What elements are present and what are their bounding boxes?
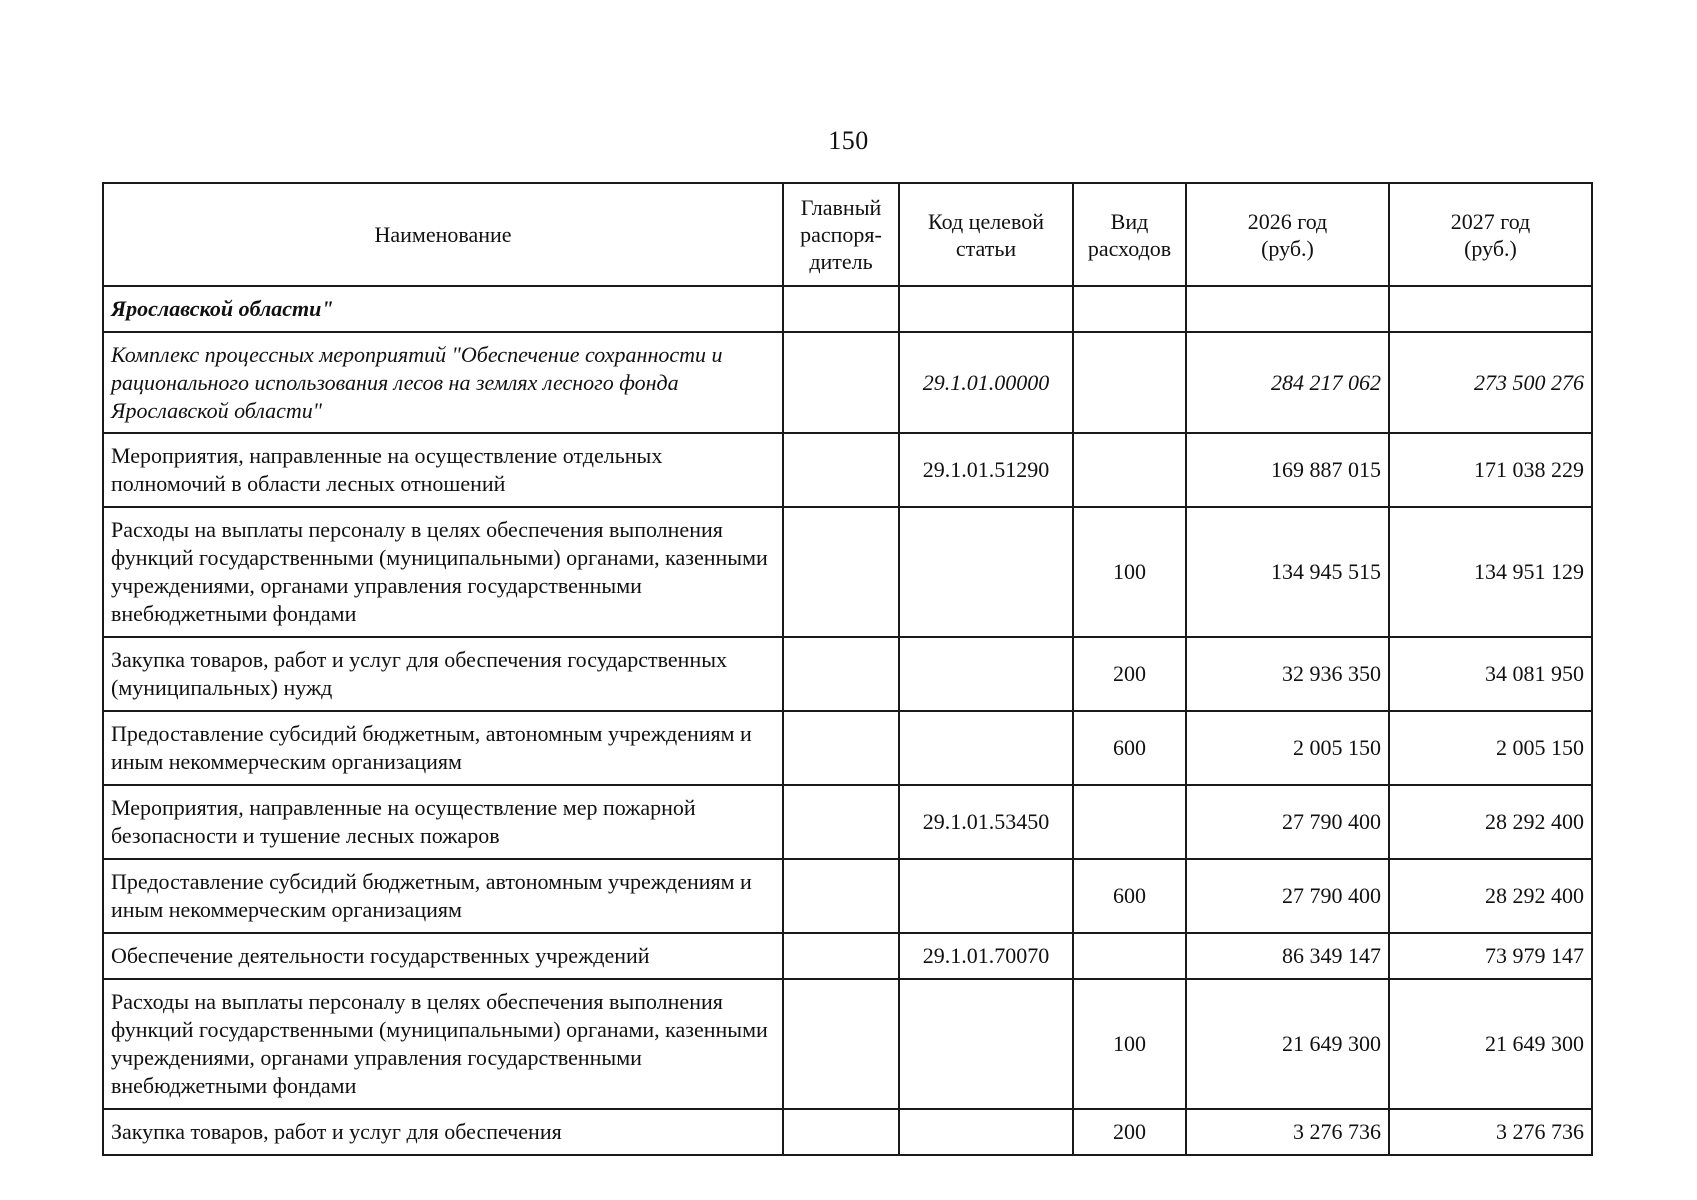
table-row [103, 433, 1592, 507]
table-row [103, 332, 1592, 433]
table-row [103, 1109, 1592, 1155]
row-kind: 600 [1073, 711, 1186, 785]
row-2027: 171 038 229 [1389, 433, 1592, 507]
row-code [899, 711, 1073, 785]
row-name: Предоставление субсидий бюджетным, автономным учреждениям и иным некоммерческим организациям [103, 859, 783, 933]
row-kind [1073, 286, 1186, 332]
table-header-row [103, 183, 1592, 286]
row-2027: 21 649 300 [1389, 979, 1592, 1109]
budget-table [102, 182, 1593, 1156]
row-name: Расходы на выплаты персоналу в целях обеспечения выполнения функций государственными (муниципальными) органами, казенными учреждениями, органами управления государственными внебюджетными фондами [103, 507, 783, 637]
row-code: 29.1.01.51290 [899, 433, 1073, 507]
row-2027: 273 500 276 [1389, 332, 1592, 433]
row-kind [1073, 332, 1186, 433]
row-2026: 3 276 736 [1186, 1109, 1389, 1155]
row-2027 [1389, 286, 1592, 332]
row-2027: 3 276 736 [1389, 1109, 1592, 1155]
row-code: 29.1.01.00000 [899, 332, 1073, 433]
row-2027: 34 081 950 [1389, 637, 1592, 711]
row-2026: 27 790 400 [1186, 785, 1389, 859]
row-admin [783, 332, 899, 433]
row-kind: 200 [1073, 637, 1186, 711]
table-row [103, 711, 1592, 785]
row-name: Мероприятия, направленные на осуществление мер пожарной безопасности и тушение лесных пожаров [103, 785, 783, 859]
row-2026: 134 945 515 [1186, 507, 1389, 637]
row-name: Закупка товаров, работ и услуг для обеспечения [103, 1109, 783, 1155]
row-2026: 284 217 062 [1186, 332, 1389, 433]
row-name: Комплекс процессных мероприятий "Обеспечение сохранности и рационального использования лесов на землях лесного фонда Ярославской области" [103, 332, 783, 433]
row-code [899, 979, 1073, 1109]
row-admin [783, 637, 899, 711]
row-2026: 27 790 400 [1186, 859, 1389, 933]
row-name: Предоставление субсидий бюджетным, автономным учреждениям и иным некоммерческим организациям [103, 711, 783, 785]
row-2027: 2 005 150 [1389, 711, 1592, 785]
row-2027: 134 951 129 [1389, 507, 1592, 637]
header-kind: Вид расходов [1073, 183, 1186, 286]
row-name: Мероприятия, направленные на осуществление отдельных полномочий в области лесных отношений [103, 433, 783, 507]
table-row [103, 507, 1592, 637]
row-code: 29.1.01.70070 [899, 933, 1073, 979]
page-number: 150 [828, 126, 869, 155]
row-code [899, 637, 1073, 711]
header-2027: 2027 год (руб.) [1389, 183, 1592, 286]
row-code [899, 507, 1073, 637]
row-code [899, 1109, 1073, 1155]
row-kind [1073, 933, 1186, 979]
row-2027: 28 292 400 [1389, 859, 1592, 933]
header-2026: 2026 год (руб.) [1186, 183, 1389, 286]
row-2026: 32 936 350 [1186, 637, 1389, 711]
row-kind: 100 [1073, 979, 1186, 1109]
row-kind [1073, 785, 1186, 859]
header-admin: Главный распоря-дитель [783, 183, 899, 286]
row-admin [783, 933, 899, 979]
row-name: Ярославской области" [103, 286, 783, 332]
row-admin [783, 859, 899, 933]
row-admin [783, 433, 899, 507]
row-code [899, 859, 1073, 933]
row-2026: 86 349 147 [1186, 933, 1389, 979]
row-code [899, 286, 1073, 332]
row-admin [783, 507, 899, 637]
row-kind: 200 [1073, 1109, 1186, 1155]
row-2026: 21 649 300 [1186, 979, 1389, 1109]
row-admin [783, 1109, 899, 1155]
row-kind: 600 [1073, 859, 1186, 933]
row-2027: 28 292 400 [1389, 785, 1592, 859]
row-name: Расходы на выплаты персоналу в целях обеспечения выполнения функций государственными (муниципальными) органами, казенными учреждениями, органами управления государственными внебюджетными фондами [103, 979, 783, 1109]
table-row [103, 859, 1592, 933]
row-name: Закупка товаров, работ и услуг для обеспечения государственных (муниципальных) нужд [103, 637, 783, 711]
header-code: Код целевой статьи [899, 183, 1073, 286]
table-row [103, 979, 1592, 1109]
row-2026 [1186, 286, 1389, 332]
row-code: 29.1.01.53450 [899, 785, 1073, 859]
row-admin [783, 979, 899, 1109]
row-2026: 169 887 015 [1186, 433, 1389, 507]
table-row [103, 286, 1592, 332]
row-admin [783, 785, 899, 859]
row-kind: 100 [1073, 507, 1186, 637]
header-name: Наименование [103, 183, 783, 286]
row-2026: 2 005 150 [1186, 711, 1389, 785]
table-row [103, 785, 1592, 859]
table-row [103, 637, 1592, 711]
table-row [103, 933, 1592, 979]
row-admin [783, 286, 899, 332]
row-admin [783, 711, 899, 785]
row-kind [1073, 433, 1186, 507]
row-2027: 73 979 147 [1389, 933, 1592, 979]
row-name: Обеспечение деятельности государственных учреждений [103, 933, 783, 979]
